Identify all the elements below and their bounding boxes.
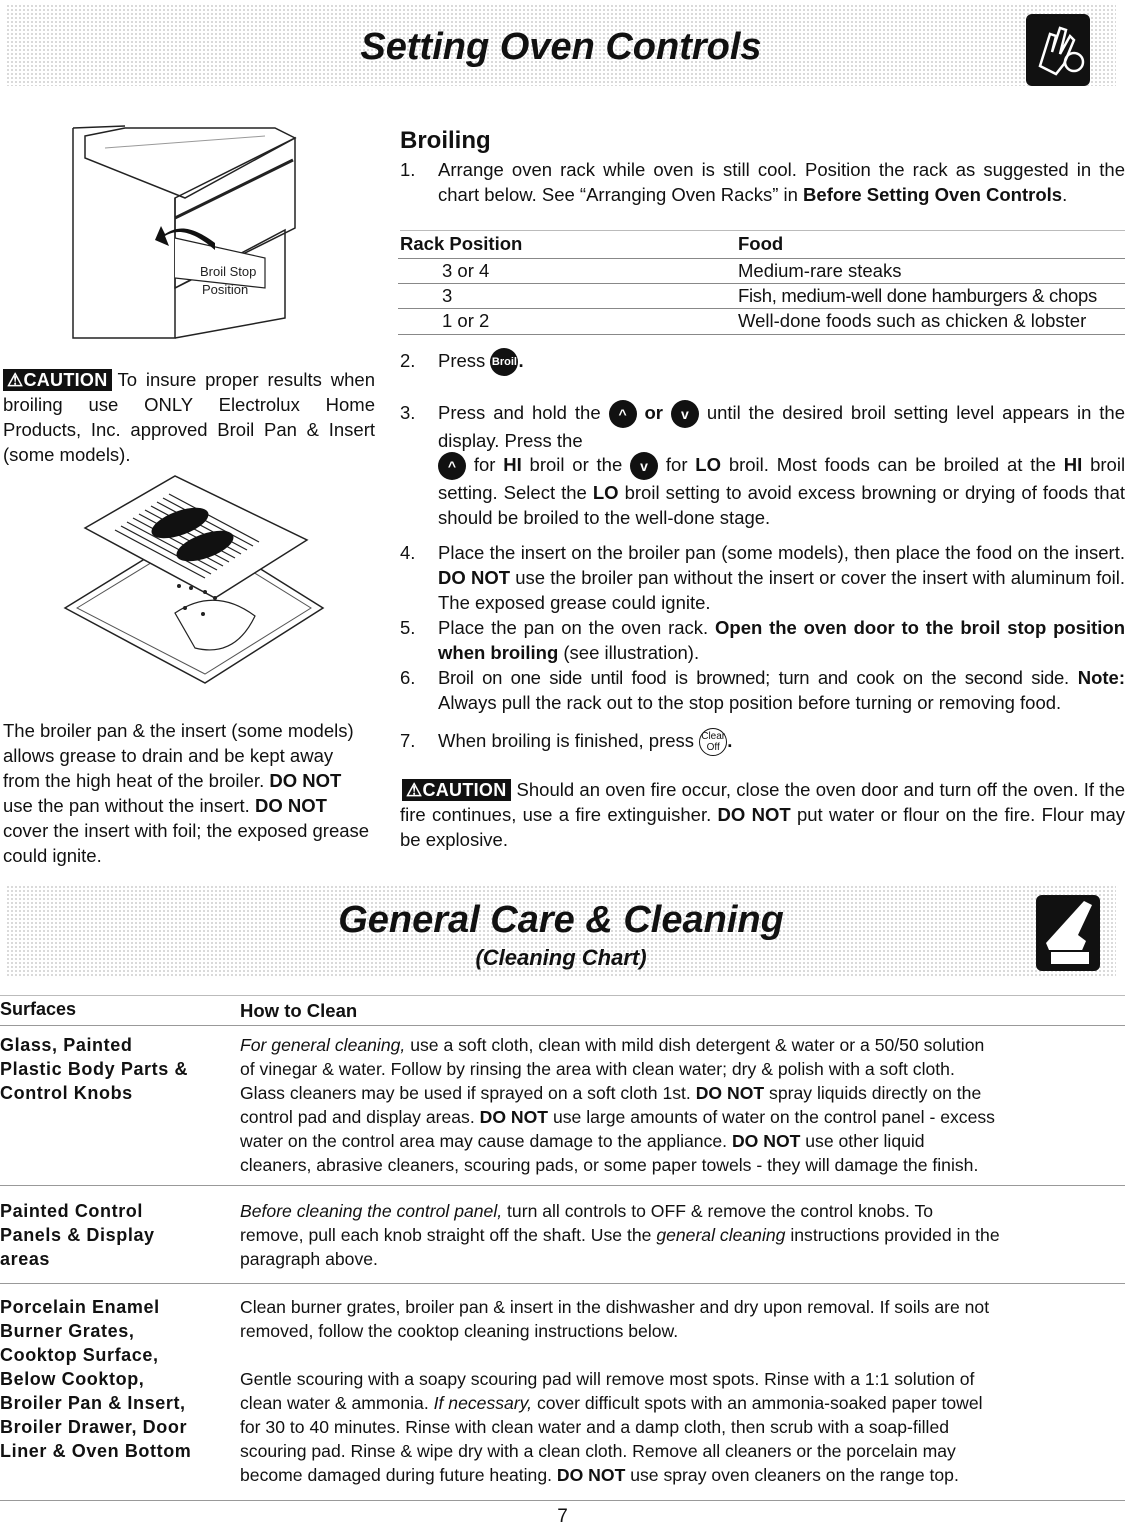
rack-table-header-position: Rack Position: [400, 233, 523, 254]
caution-badge: ⚠CAUTION: [3, 369, 112, 391]
broiling-heading: Broiling: [400, 127, 491, 154]
how-to-clean-cell: Clean burner grates, broiler pan & insert in the dishwasher and dry upon removal. If soils are not removed, follow the cooktop cleaning instructions below. Gentle scouring with a soapy scouring pad will remove most spots. Rinse with a 1:1 solution of clean water & ammonia. If necessary, cover difficult spots with an ammonia-soaked paper towel for 30 to 40 minutes. Rinse with clean water and a damp cloth, then scrub with a soap-filled scouring pad. Rinse & wipe dry with a clean cloth. Remove all cleaners or the porcelain may become damaged during future heating. DO NOT use spray oven cleaners on the range top.: [240, 1297, 990, 1485]
broil-stop-label-2: Position: [202, 282, 249, 297]
broiling-step-4: 4. Place the insert on the broiler pan (some models), then place the food on the insert. DO NOT use the broiler pan without the insert or cover the insert with aluminum foil. The exposed grease could ignite.: [400, 542, 1125, 613]
section-subtitle: (Cleaning Chart): [475, 945, 647, 970]
oven-controls-hand-icon: [1026, 14, 1090, 86]
cleaning-hand-icon: [1036, 895, 1100, 971]
broiling-step-7: 7. When broiling is finished, press Clear Off .: [400, 728, 1125, 756]
caution-triangle-icon: ⚠: [406, 780, 423, 800]
broil-pad-button: Broil: [490, 348, 518, 376]
header-band-setting-oven-controls: [6, 4, 1116, 86]
broiling-step-3: 3. Press and hold the ^ or v until the desired broil setting level appears in the display. Press the: [400, 402, 1125, 452]
rack-table-header-food: Food: [738, 233, 784, 254]
up-arrow-pad-icon: ^: [609, 400, 637, 428]
rack-table-row: 3 Fish, medium-well done hamburgers & chops: [398, 283, 1125, 309]
oven-broil-stop-illustration: [65, 118, 305, 348]
caution-text: To insure proper results when broiling use ONLY Electrolux Home Products, Inc. approved Broil Pan & Insert (some models).: [3, 369, 375, 465]
broil-stop-label-1: Broil Stop: [200, 264, 257, 279]
broiler-pan-note: The broiler pan & the insert (some models) allows grease to drain and be kept away from the high heat of the broiler. DO NOT use the pan without the insert. DO NOT cover the insert with foil; the exposed grease could ignite.: [3, 720, 370, 866]
broiling-step-6: 6. Broil on one side until food is browned; turn and cook on the second side. Note: Always pull the rack out to the stop position before turning or removing food.: [400, 667, 1125, 713]
page-title: Setting Oven Controls: [360, 26, 762, 68]
section-title: General Care & Cleaning: [338, 899, 784, 941]
how-to-clean-cell: Before cleaning the control panel, turn all controls to OFF & remove the control knobs. To remove, pull each knob straight off the shaft. Use the general cleaning instructions provided in the paragraph above.: [240, 1201, 1000, 1269]
table-row: [0, 1295, 1125, 1495]
caution-broil-pan: [3, 367, 375, 467]
broiling-step-3-cont: ^ for HI broil or the v for LO broil. Most foods can be broiled at the HI broil setting. Select the LO broil setting to avoid excess browning or drying of foods that should be broiled to the well-done stage.: [438, 454, 1125, 529]
surface-cell: Glass, Painted Plastic Body Parts & Control Knobs: [0, 1035, 189, 1103]
broiling-step-5: 5. Place the pan on the oven rack. Open the oven door to the broil stop position when broiling (see illustration).: [400, 617, 1125, 663]
down-arrow-pad-icon: v: [630, 452, 658, 480]
clear-off-pad-button: Clear Off: [699, 728, 727, 756]
header-band-general-care: [6, 885, 1116, 977]
page-number: 7: [557, 1506, 568, 1527]
rack-table-row: 1 or 2 Well-done foods such as chicken & lobster: [398, 308, 1125, 335]
broiling-step-2: 2. Press Broil.: [400, 348, 1125, 376]
broiling-step-1: 1. Arrange oven rack while oven is still cool. Position the rack as suggested in the chart below. See “Arranging Oven Racks” in Before Setting Oven Controls.: [400, 159, 1125, 205]
caution-badge: ⚠CAUTION: [402, 779, 511, 801]
cleaning-table-header-how: How to Clean: [240, 1000, 358, 1021]
up-arrow-pad-icon: ^: [438, 452, 466, 480]
table-row: [0, 1033, 1125, 1178]
down-arrow-pad-icon: v: [671, 400, 699, 428]
surface-cell: Porcelain Enamel Burner Grates, Cooktop Surface, Below Cooktop, Broiler Pan & Insert, Broiler Drawer, Door Liner & Oven Bottom: [0, 1297, 192, 1461]
caution-oven-fire: ⚠CAUTION Should an oven fire occur, close the oven door and turn off the oven. If the fire continues, use a fire extinguisher. DO NOT put water or flour on the fire. Flour may be explosive.: [400, 779, 1125, 850]
how-to-clean-cell: For general cleaning, use a soft cloth, clean with mild dish detergent & water or a 50/50 solution of vinegar & water. Follow by rinsing the area with clean water; dry & polish with a soft cloth. Glass cleaners may be used if sprayed on a soft cloth 1st. DO NOT spray liquids directly on the control pad and display areas. DO NOT use large amounts of water on the control panel - excess water on the control area may cause damage to the appliance. DO NOT use other liquid cleaners, abrasive cleaners, scouring pads, or some paper towels - they will damage the finish.: [240, 1035, 995, 1175]
table-row: [0, 1199, 1125, 1279]
surface-cell: Painted Control Panels & Display areas: [0, 1201, 155, 1269]
caution-triangle-icon: ⚠: [7, 370, 24, 390]
broiler-pan-insert-illustration: [55, 468, 330, 688]
rack-table-row: 3 or 4 Medium-rare steaks: [398, 258, 1125, 284]
cleaning-table-header-surfaces: Surfaces: [0, 999, 77, 1019]
